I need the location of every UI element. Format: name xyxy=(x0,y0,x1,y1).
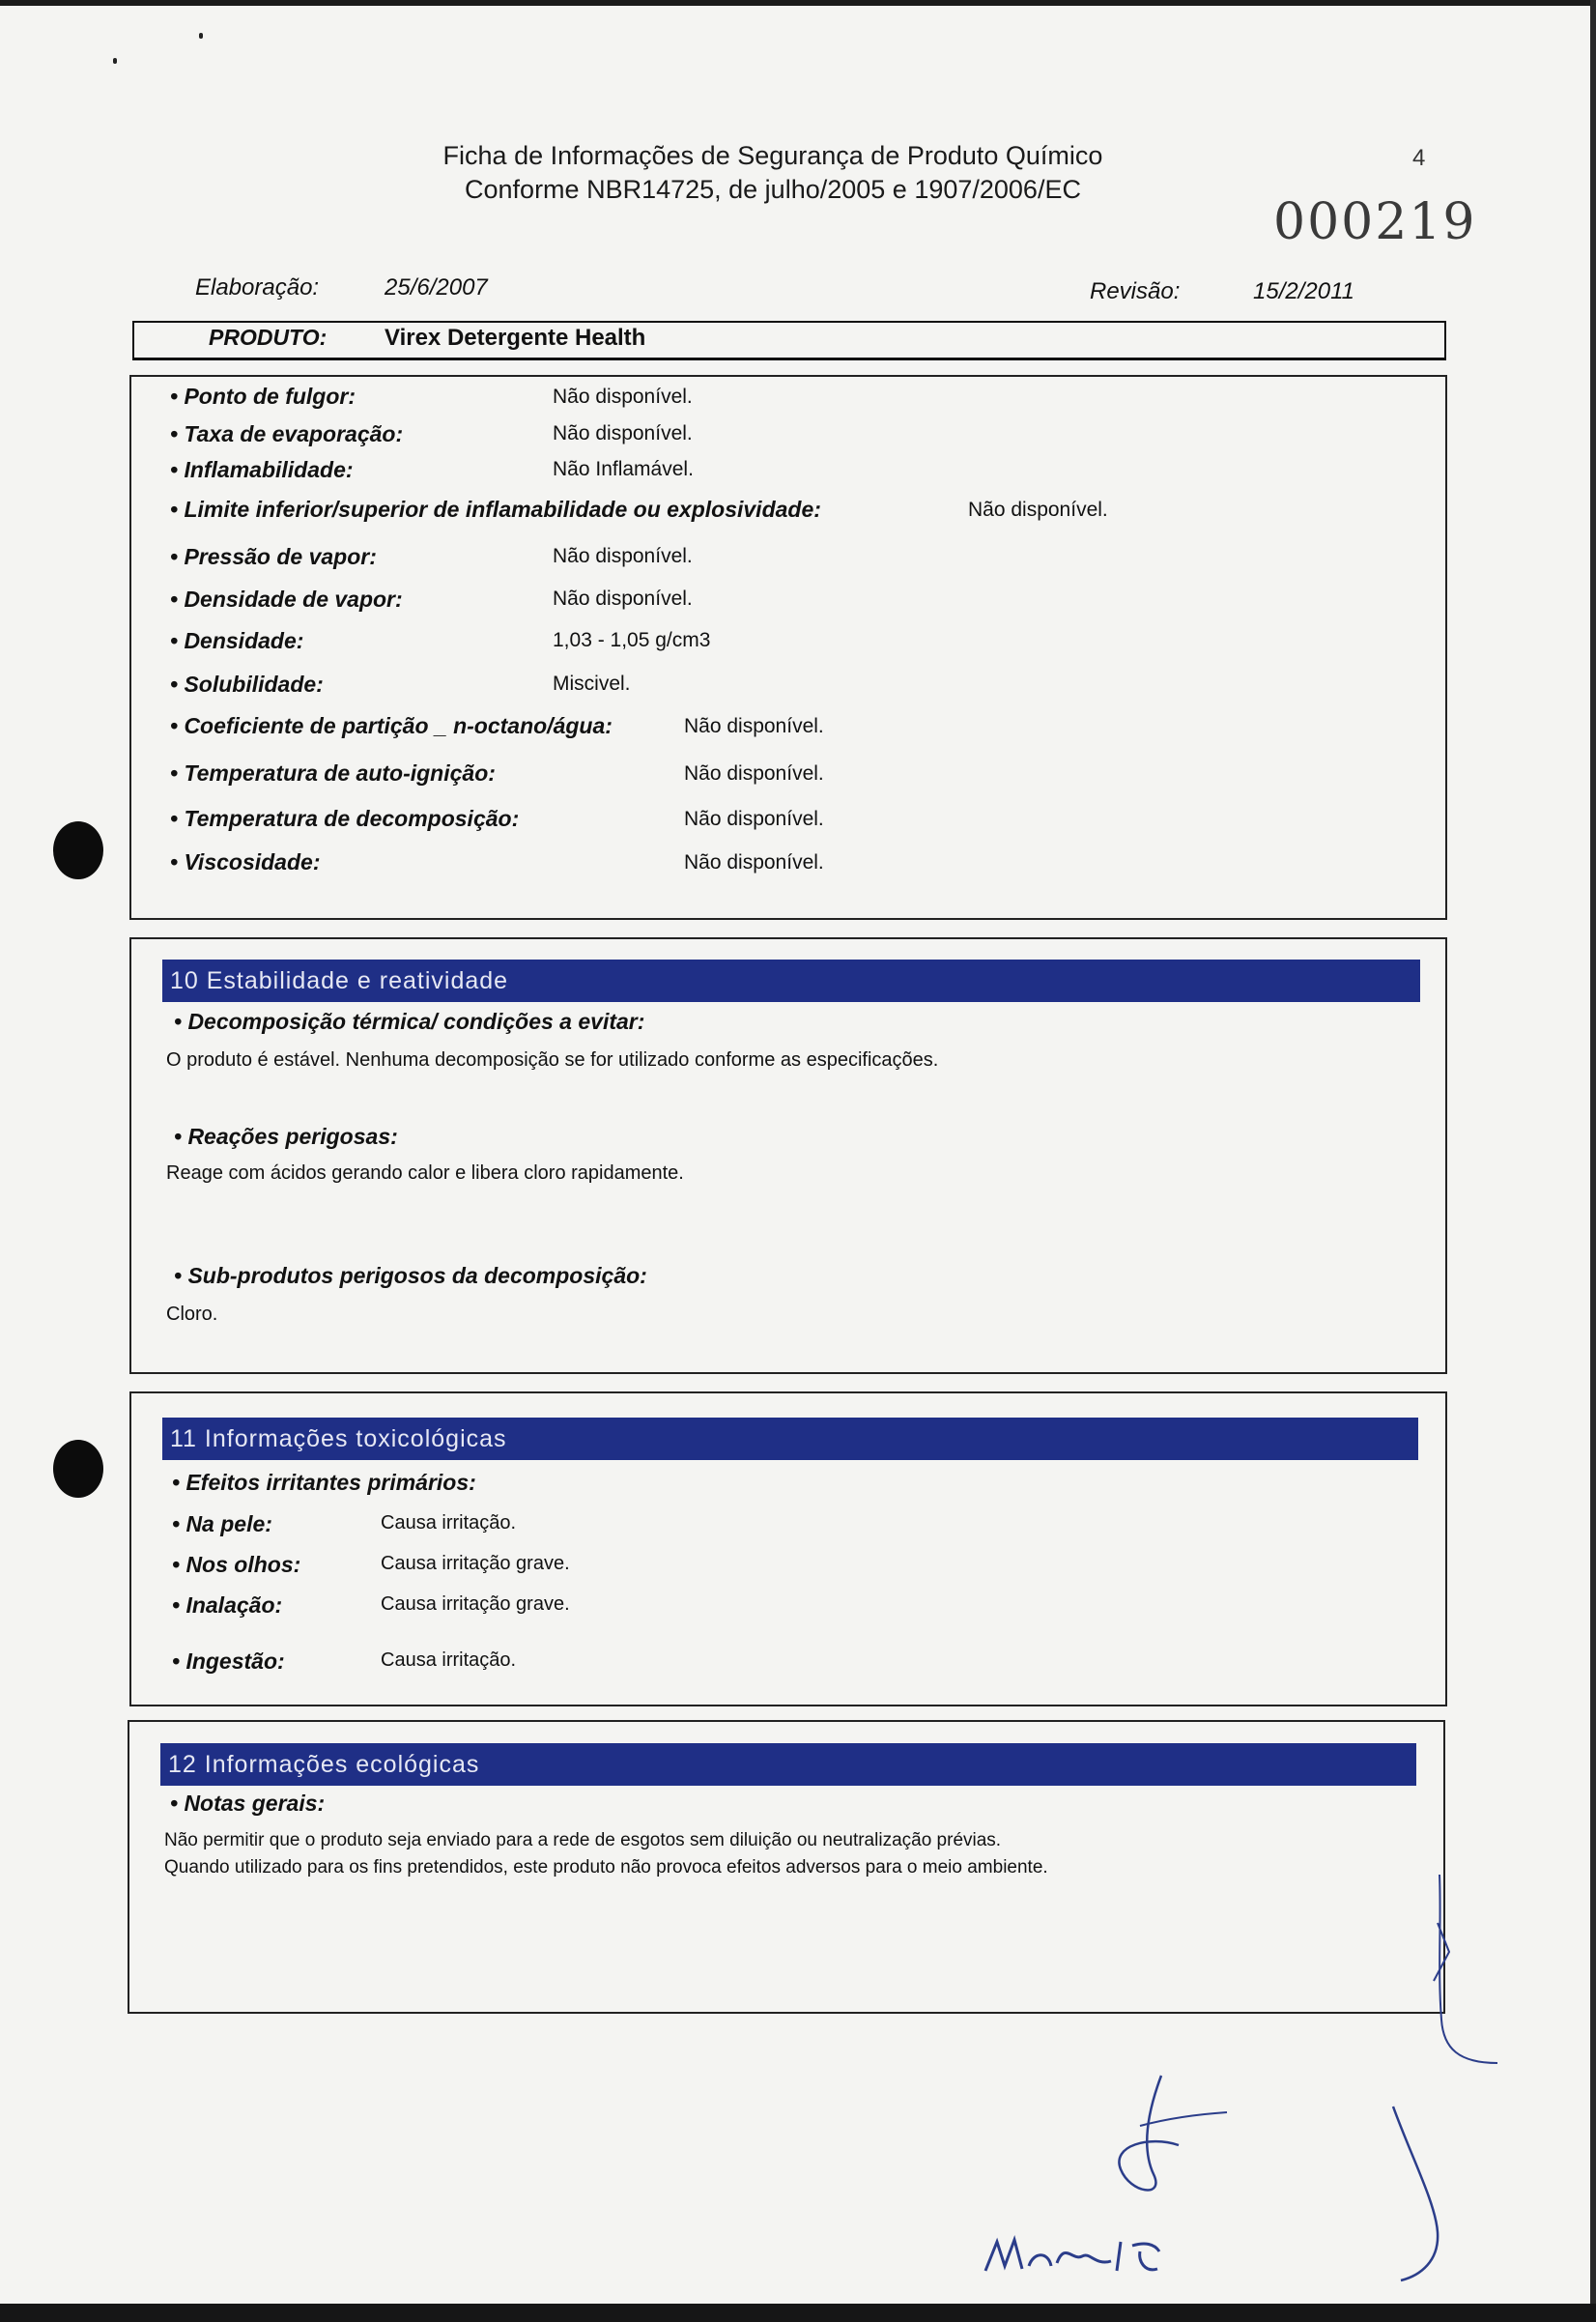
scan-speck xyxy=(113,58,117,64)
produto-value: Virex Detergente Health xyxy=(385,325,646,351)
property-value: Não disponível. xyxy=(553,545,693,567)
punch-hole-upper xyxy=(53,821,103,879)
toxicology-value: Causa irritação. xyxy=(381,1649,517,1671)
property-label: • Coeficiente de partição _ n-octano/água: xyxy=(170,713,613,738)
ecology-text-line2: Quando utilizado para os fins pretendidos, este produto não provoca efeitos adversos para o meio ambiente. xyxy=(164,1857,1048,1878)
property-value: Não disponível. xyxy=(968,499,1108,521)
property-label: • Temperatura de decomposição: xyxy=(170,806,520,831)
scan-speck xyxy=(199,33,203,39)
elaboracao-date: 25/6/2007 xyxy=(385,274,488,301)
property-label: • Limite inferior/superior de inflamabilidade ou explosividade: xyxy=(170,497,821,522)
property-value: Não disponível. xyxy=(553,422,693,444)
property-value: Não disponível. xyxy=(684,808,824,830)
property-value: Miscivel. xyxy=(553,673,631,695)
section-11-header: 11 Informações toxicológicas xyxy=(162,1418,1418,1460)
property-label: • Solubilidade: xyxy=(170,672,324,697)
elaboracao-label: Elaboração: xyxy=(195,274,320,301)
document-title-line1: Ficha de Informações de Segurança de Produto Químico xyxy=(442,141,1103,170)
ecology-text-line1: Não permitir que o produto seja enviado para a rede de esgotos sem diluição ou neutralização prévias. xyxy=(164,1830,1002,1850)
property-label: • Inflamabilidade: xyxy=(170,457,354,482)
property-value: Não disponível. xyxy=(684,851,824,874)
toxicology-value: Causa irritação grave. xyxy=(381,1553,570,1574)
decomposition-text: O produto é estável. Nenhuma decomposição se for utilizado conforme as especificações. xyxy=(166,1049,939,1071)
produto-label: PRODUTO: xyxy=(209,325,328,350)
property-label: • Viscosidade: xyxy=(170,849,321,874)
reactions-text: Reage com ácidos gerando calor e libera cloro rapidamente. xyxy=(166,1162,684,1184)
page-number: 4 xyxy=(1412,145,1426,171)
property-value: Não disponível. xyxy=(553,386,693,408)
general-notes-label: • Notas gerais: xyxy=(170,1791,326,1816)
toxicology-label: • Nos olhos: xyxy=(172,1552,301,1577)
punch-hole-lower xyxy=(53,1440,103,1498)
property-value: Não disponível. xyxy=(684,715,824,737)
margin-pen-mark xyxy=(1420,1865,1507,2078)
property-label: • Pressão de vapor: xyxy=(170,544,377,569)
toxicology-value: Causa irritação. xyxy=(381,1512,517,1534)
byproducts-label: • Sub-produtos perigosos da decomposição: xyxy=(174,1263,647,1288)
scan-edge-right xyxy=(1590,0,1596,2322)
property-value: Não Inflamável. xyxy=(553,458,694,480)
property-value: 1,03 - 1,05 g/cm3 xyxy=(553,629,711,651)
property-label: • Temperatura de auto-ignição: xyxy=(170,760,496,786)
property-value: Não disponível. xyxy=(684,762,824,785)
property-label: • Taxa de evaporação: xyxy=(170,421,404,446)
section-12-header: 12 Informações ecológicas xyxy=(160,1743,1416,1786)
reactions-label: • Reações perigosas: xyxy=(174,1124,398,1149)
scan-edge-top xyxy=(0,0,1596,6)
toxicology-value: Causa irritação grave. xyxy=(381,1593,570,1615)
toxicology-label: • Ingestão: xyxy=(172,1648,285,1674)
irritant-effects-label: • Efeitos irritantes primários: xyxy=(172,1470,476,1495)
handwritten-name-signature xyxy=(976,2222,1188,2290)
toxicology-label: • Na pele: xyxy=(172,1511,272,1536)
decomposition-label: • Decomposição térmica/ condições a evitar: xyxy=(174,1009,645,1034)
right-signature-stroke xyxy=(1382,2097,1459,2290)
byproducts-text: Cloro. xyxy=(166,1304,218,1325)
property-label: • Densidade de vapor: xyxy=(170,587,403,612)
document-title-line2: Conforme NBR14725, de julho/2005 e 1907/2006/EC xyxy=(465,175,1081,204)
property-label: • Densidade: xyxy=(170,628,304,653)
revisao-label: Revisão: xyxy=(1090,278,1181,304)
section-10-header: 10 Estabilidade e reatividade xyxy=(162,960,1420,1002)
scan-edge-bottom xyxy=(0,2304,1596,2322)
property-value: Não disponível. xyxy=(553,588,693,610)
property-label: • Ponto de fulgor: xyxy=(170,384,356,409)
toxicology-label: • Inalação: xyxy=(172,1592,283,1618)
initials-signature xyxy=(1082,2068,1246,2213)
stamp-number: 000219 xyxy=(1273,193,1477,251)
produto-box xyxy=(132,321,1446,360)
revisao-date: 15/2/2011 xyxy=(1253,278,1354,304)
stability-section xyxy=(129,937,1447,1374)
